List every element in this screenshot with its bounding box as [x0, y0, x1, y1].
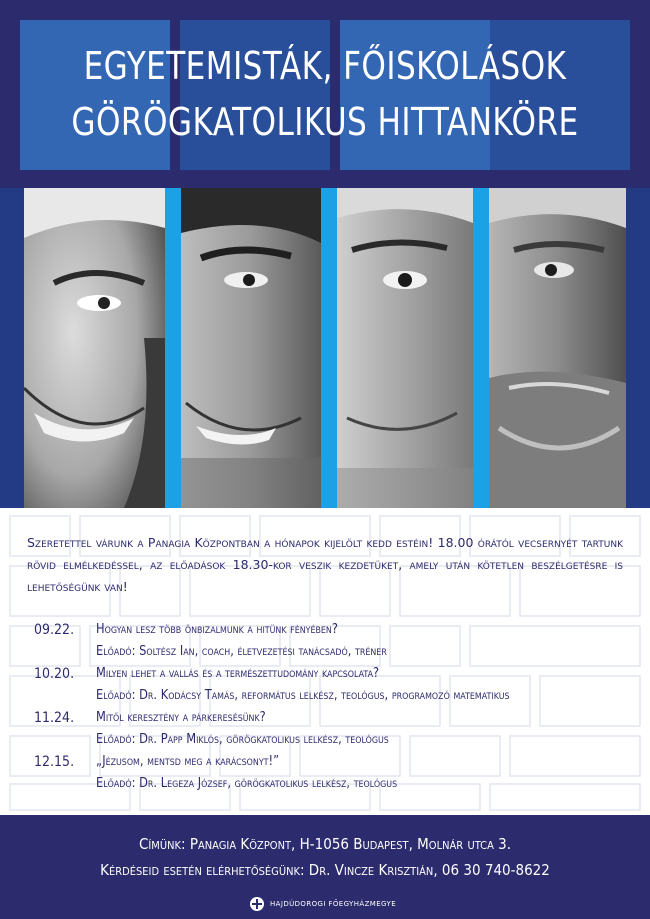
photo-separator [321, 188, 337, 508]
title-line-2: GÖRÖGKATOLIKUS HITTANKÖRE [71, 100, 579, 144]
header-banner [0, 0, 650, 188]
event-speaker: Előadó: Dr. Papp Miklós, görögkatolikus lelkész, teológus [96, 732, 389, 747]
event-title: „Jézusom, mentsd meg a karácsonyt!” [96, 754, 280, 769]
event-date: 10.20. [34, 666, 75, 682]
footer [0, 815, 650, 919]
speaker-photos [0, 188, 650, 508]
event-title: Mitől keresztény a párkeresésünk? [96, 710, 266, 725]
poster-title [59, 38, 592, 150]
program-section [0, 508, 650, 815]
cross-icon [250, 897, 264, 911]
speaker-photo-3 [337, 188, 473, 508]
event-speaker: Előadó: Dr. Legeza József, görögkatolikus lelkész, teológus [96, 776, 398, 791]
photo-separator [165, 188, 181, 508]
address-line: Címünk: Panagia Központ, H-1056 Budapest, Molnár utca 3. [138, 835, 512, 853]
event-date: 11.24. [34, 710, 75, 726]
event-speaker: Előadó: Soltész Ian, coach, életvezetési tanácsadó, tréner [96, 644, 387, 659]
event-speaker: Előadó: Dr. Kodácsy Tamás, református lelkész, teológus, programozó matematikus [96, 688, 510, 703]
photo-frame-right [626, 188, 650, 508]
photo-separator [473, 188, 489, 508]
event-title: Hogyan lesz több önbizalmunk a hitünk fényében? [96, 622, 338, 637]
event-item [34, 663, 634, 707]
event-item [34, 751, 634, 795]
event-date: 12.15. [34, 754, 75, 770]
contact-line: Kérdéseid esetén elérhetőségünk: Dr. Vincze Krisztián, 06 30 740-8622 [100, 861, 550, 879]
intro-text: Szeretettel várunk a Panagia Központban a hónapok kijelölt kedd estéin! 18.00 órától vecsernyét tartunk rövid elmélkedéssel, az előadások 18.30-kor veszik kezdetüket, amely után kötetlen beszélgetésre is lehetőségünk van! [27, 535, 623, 594]
event-item [34, 619, 634, 663]
event-title: Milyen lehet a vallás és a természettudomány kapcsolata? [96, 666, 380, 681]
photo-frame-left [0, 188, 24, 508]
logo-text: HAJDÚDOROGI FŐEGYHÁZMEGYE [270, 900, 397, 908]
title-line-1: EGYETEMISTÁK, FŐISKOLÁSOK [83, 44, 567, 88]
speaker-photo-4 [489, 188, 626, 508]
event-list [34, 619, 634, 795]
event-date: 09.22. [34, 622, 75, 638]
speaker-photo-1 [24, 188, 165, 508]
diocese-logo [250, 897, 396, 911]
speaker-photo-2 [181, 188, 321, 508]
event-item [34, 707, 634, 751]
